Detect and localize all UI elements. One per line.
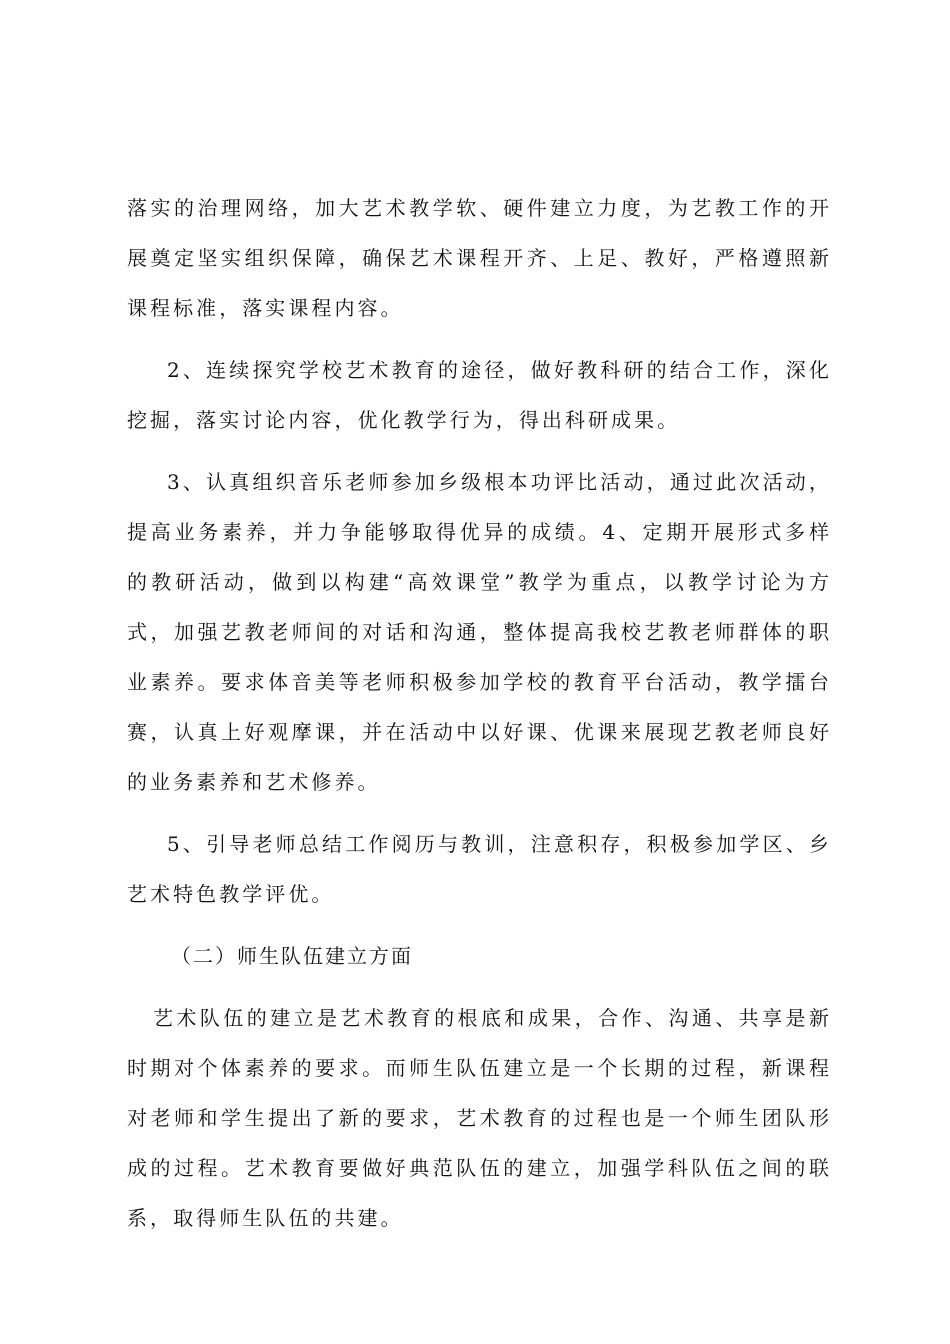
paragraph-gap bbox=[127, 981, 832, 993]
paragraph-gap bbox=[127, 807, 832, 819]
paragraph-gap bbox=[127, 333, 832, 345]
paragraph-item-3-4: 3、认真组织音乐老师参加乡级根本功评比活动，通过此次活动，提高业务素养，并力争能够取得优异的成绩。4、定期开展形式多样的教研活动，做到以构建“高效课堂”教学为重点，以教学讨论为方式，加强艺教老师间的对话和沟通，整体提高我校艺教老师群体的职业素养。要求体音美等老师积极参加学校的教育平台活动，教学擂台赛，认真上好观摩课，并在活动中以好课、优课来展现艺教老师良好的业务素养和艺术修养。 bbox=[127, 470, 832, 794]
section-heading: （二）师生队伍建立方面 bbox=[171, 944, 413, 968]
document-body bbox=[127, 183, 832, 1243]
paragraph-item-5: 5、引导老师总结工作阅历与教训，注意积存，积极参加学区、乡艺术特色教学评优。 bbox=[127, 832, 832, 906]
paragraph-gap bbox=[127, 919, 832, 931]
paragraph-gap bbox=[127, 445, 832, 457]
paragraph-item-2: 2、连续探究学校艺术教育的途径，做好教科研的结合工作，深化挖掘，落实讨论内容，优化教学行为，得出科研成果。 bbox=[127, 358, 832, 432]
paragraph-continuation: 落实的治理网络，加大艺术教学软、硬件建立力度，为艺教工作的开展奠定坚实组织保障，确保艺术课程开齐、上足、教好，严格遵照新课程标准，落实课程内容。 bbox=[127, 196, 832, 320]
paragraph-team-building: 艺术队伍的建立是艺术教育的根底和成果，合作、沟通、共享是新时期对个体素养的要求。而师生队伍建立是一个长期的过程，新课程对老师和学生提出了新的要求，艺术教育的过程也是一个师生团队形成的过程。艺术教育要做好典范队伍的建立，加强学科队伍之间的联系，取得师生队伍的共建。 bbox=[127, 1006, 832, 1230]
